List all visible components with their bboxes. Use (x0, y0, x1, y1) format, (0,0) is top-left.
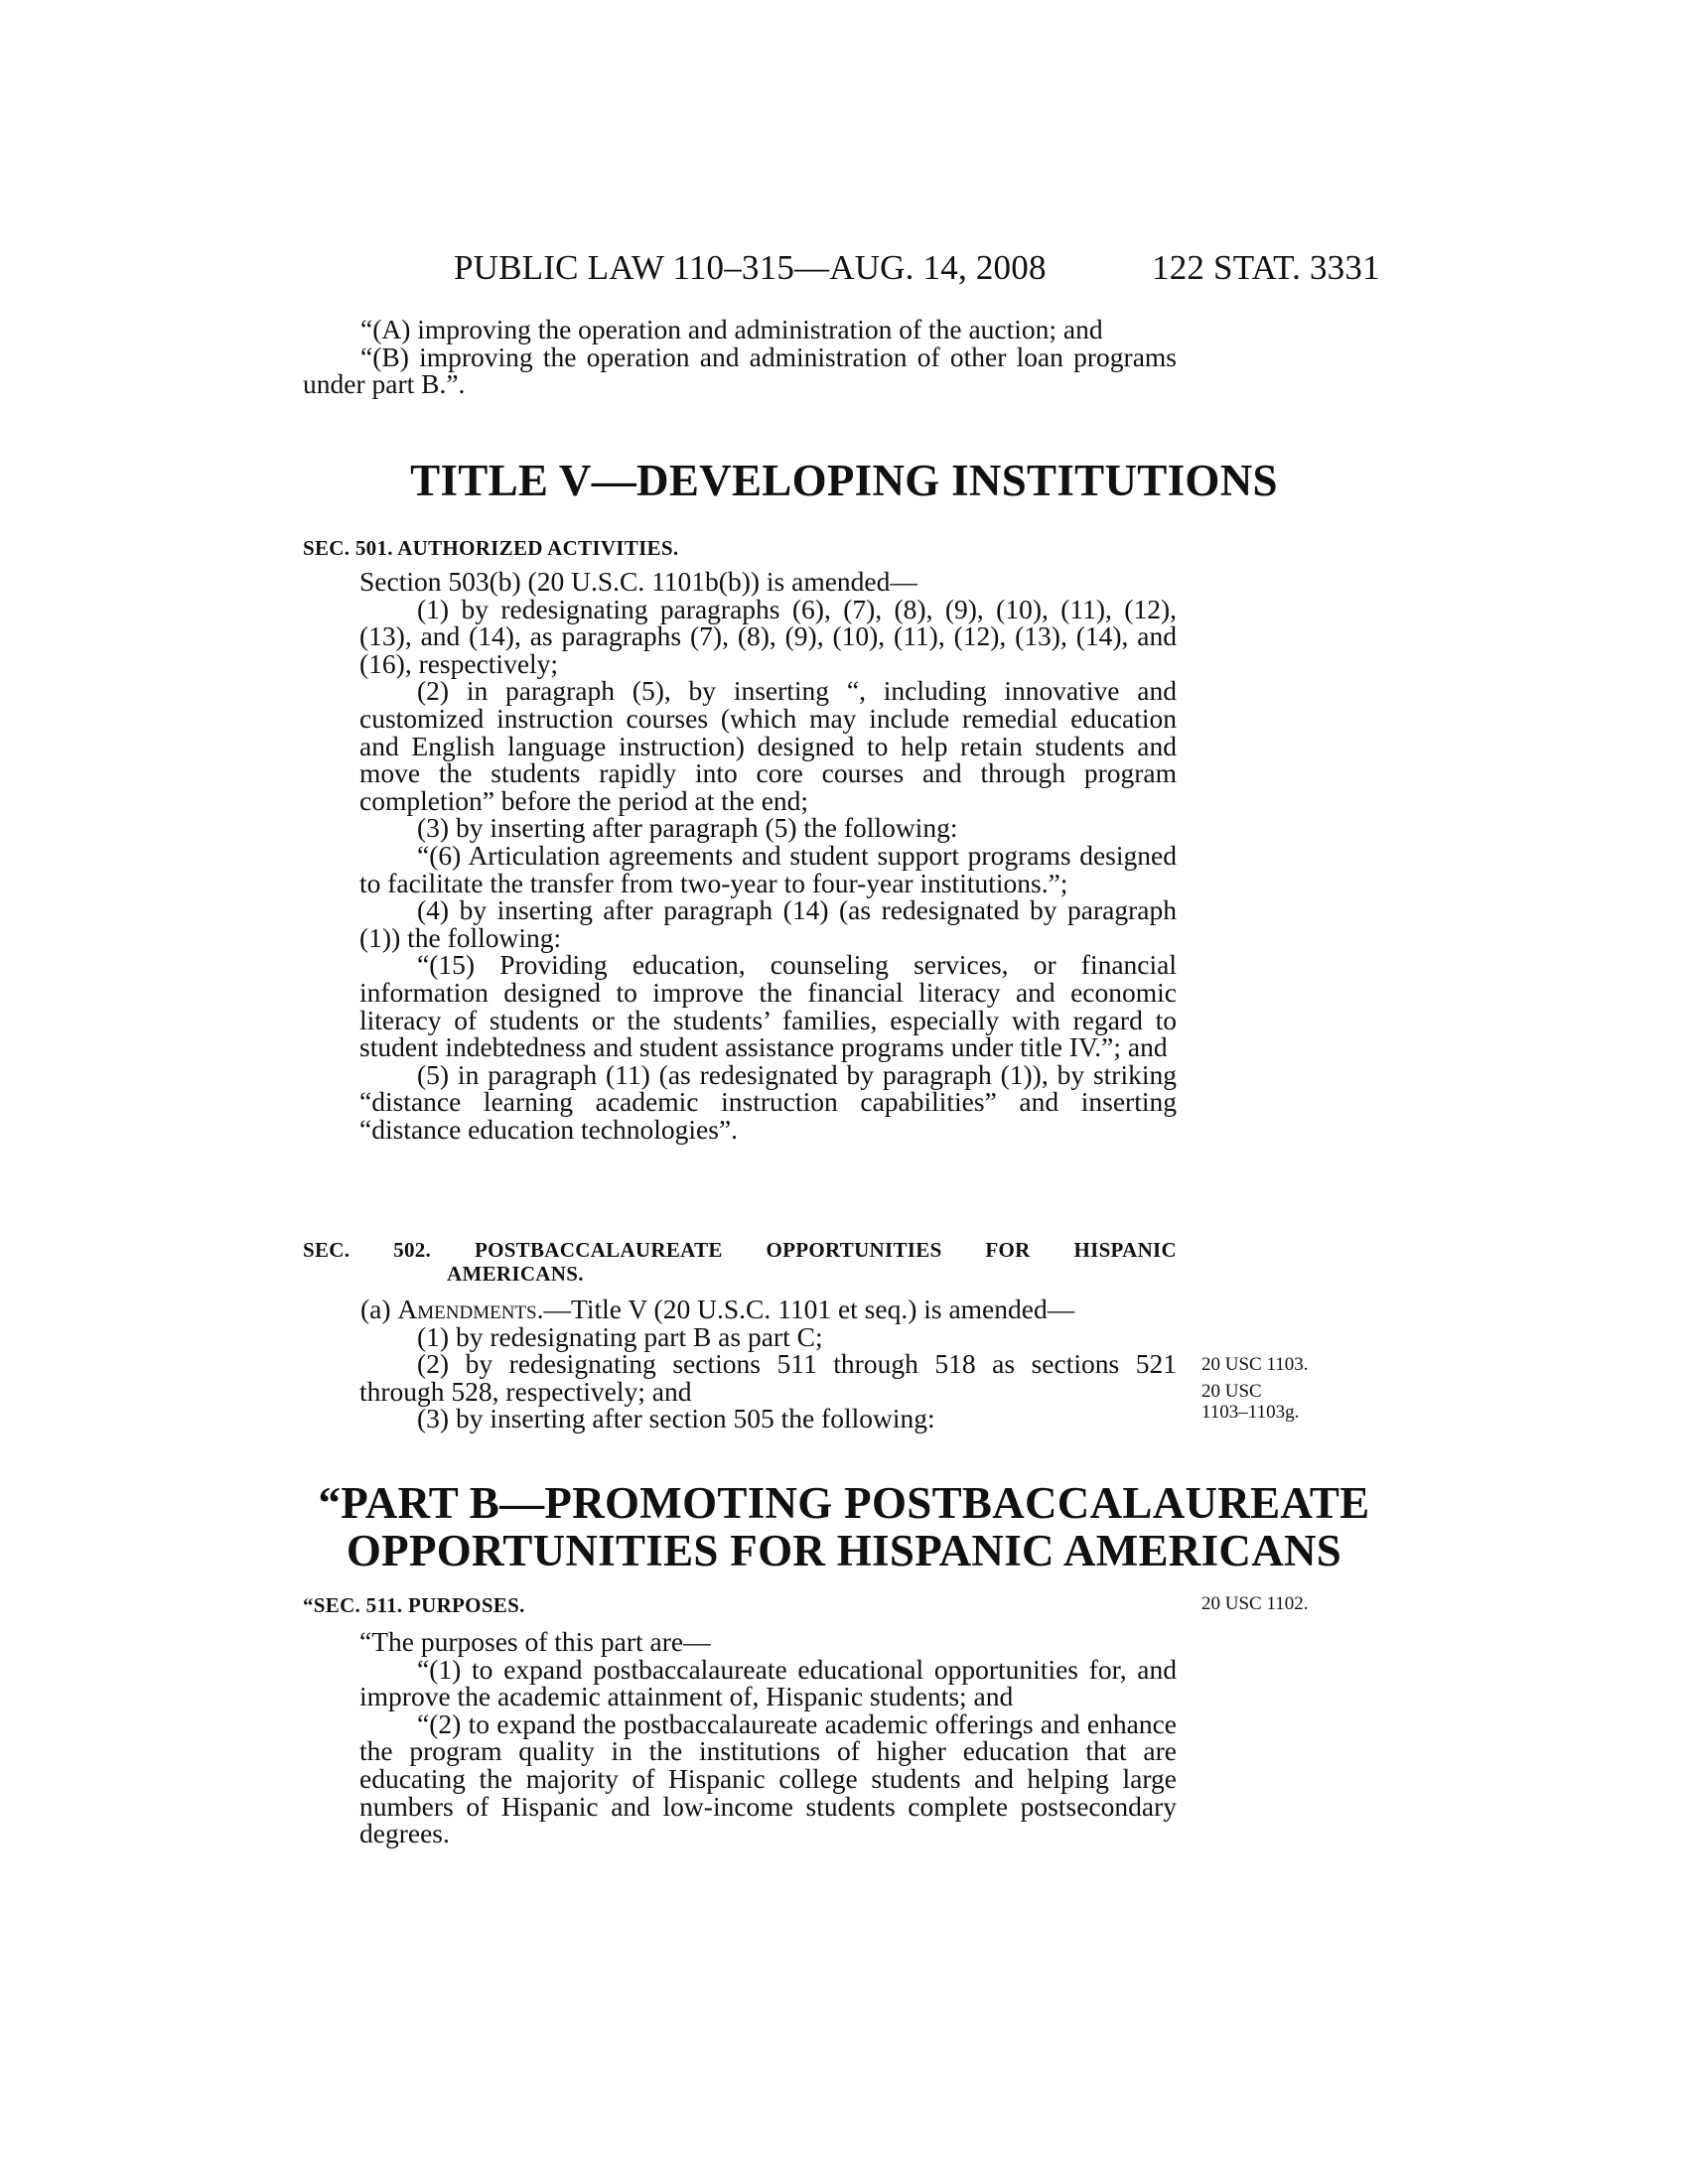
sec-501-para-6-insert: “(6) Articulation agreements and student support programs designed to facilitate the transfer from two-year to four-year institutions.”; (359, 839, 1177, 898)
sec-511-body (303, 1628, 1177, 1847)
sec-511-purpose-1: “(1) to expand postbaccalaureate educational opportunities for, and improve the academic attainment of, Hispanic students; and (359, 1653, 1177, 1712)
part-b-heading-line1: “PART B—PROMOTING POSTBACCALAUREATE (318, 1478, 1370, 1528)
sec-501-para-15-insert: “(15) Providing education, counseling services, or financial information designed to improve the financial literacy and economic literacy of students or the students’ families, especially with regard to student indebtedness and student assistance programs under title IV.”; and (359, 949, 1177, 1063)
sec-501-para-4: (4) by inserting after paragraph (14) (as redesignated by paragraph (1)) the following: (359, 894, 1177, 953)
sec-502-subsection-a: (a) Amendments.—Title V (20 U.S.C. 1101 et seq.) is amended— (360, 1294, 1075, 1324)
sec-501-body (303, 568, 1177, 1143)
part-b-heading-line2: OPPORTUNITIES FOR HISPANIC AMERICANS (346, 1526, 1342, 1575)
sec-501-para-3: (3) by inserting after paragraph (5) the following: (417, 812, 958, 844)
part-b-heading (0, 1479, 1688, 1574)
sec-502-a-text: Title V (20 U.S.C. 1101 et seq.) is amended— (570, 1294, 1075, 1324)
sec-501-para-1: (1) by redesignating paragraphs (6), (7), (8), (9), (10), (11), (12), (13), and (14), as paragraphs (7), (8), (9), (10), (11), (12), (13), (14), and (16), respectively; (359, 593, 1177, 679)
sec-502-heading-line1: SEC. 502. POSTBACCALAUREATE OPPORTUNITIES FOR HISPANIC (303, 1238, 1177, 1262)
sec-502-item-2: (2) by redesignating sections 511 through 518 as sections 521 through 528, respectively; and (359, 1348, 1177, 1407)
sec-502-heading-line2: AMERICANS. (447, 1262, 584, 1286)
running-header-law: PUBLIC LAW 110–315—AUG. 14, 2008 (454, 248, 1047, 287)
sec-511-heading: “SEC. 511. PURPOSES. (303, 1593, 525, 1617)
sec-501-intro: Section 503(b) (20 U.S.C. 1101b(b)) is amended— (359, 566, 917, 597)
sec-511-purpose-2: “(2) to expand the postbaccalaureate academic offerings and enhance the program quality in the institutions of higher education that are educating the majority of Hispanic college students and helping large numbers of Hispanic and low-income students complete postsecondary degrees. (359, 1707, 1177, 1849)
running-header-stat: 122 STAT. 3331 (1152, 248, 1380, 287)
sec-501-para-5: (5) in paragraph (11) (as redesignated by paragraph (1)), by striking “distance learning academic instruction capabilities” and inserting “distance education technologies”. (359, 1058, 1177, 1145)
sec-502-heading (303, 1238, 1177, 1286)
sec-501-para-2: (2) in paragraph (5), by inserting “, including innovative and customized instruction courses (which may include remedial education and English language instruction) designed to help retain students and move the students rapidly into core courses and through program completion” before the period at the end; (359, 675, 1177, 816)
margin-note-20-usc-1102: 20 USC 1102. (1201, 1593, 1309, 1614)
sec-502-item-1: (1) by redesignating part B as part C; (417, 1320, 823, 1352)
margin-note-20-usc: 20 USC (1201, 1381, 1262, 1402)
margin-note-1103-1103g: 1103–1103g. (1201, 1402, 1300, 1423)
sec-502-body (303, 1296, 1177, 1433)
subparagraph-a: “(A) improving the operation and administration of the auction; and (360, 314, 1103, 344)
sec-502-item-3: (3) by inserting after section 505 the following: (417, 1403, 935, 1434)
sec-511-intro: “The purposes of this part are— (359, 1626, 711, 1657)
subparagraph-b: “(B) improving the operation and administration of other loan programs under part B.”. (303, 341, 1177, 400)
margin-note-20-usc-1103: 20 USC 1103. (1201, 1354, 1309, 1375)
continued-subparagraphs (303, 316, 1177, 398)
title-v-heading: TITLE V—DEVELOPING INSTITUTIONS (410, 456, 1278, 505)
sec-501-heading: SEC. 501. AUTHORIZED ACTIVITIES. (303, 536, 679, 560)
amendments-label: Amendments (397, 1294, 537, 1324)
